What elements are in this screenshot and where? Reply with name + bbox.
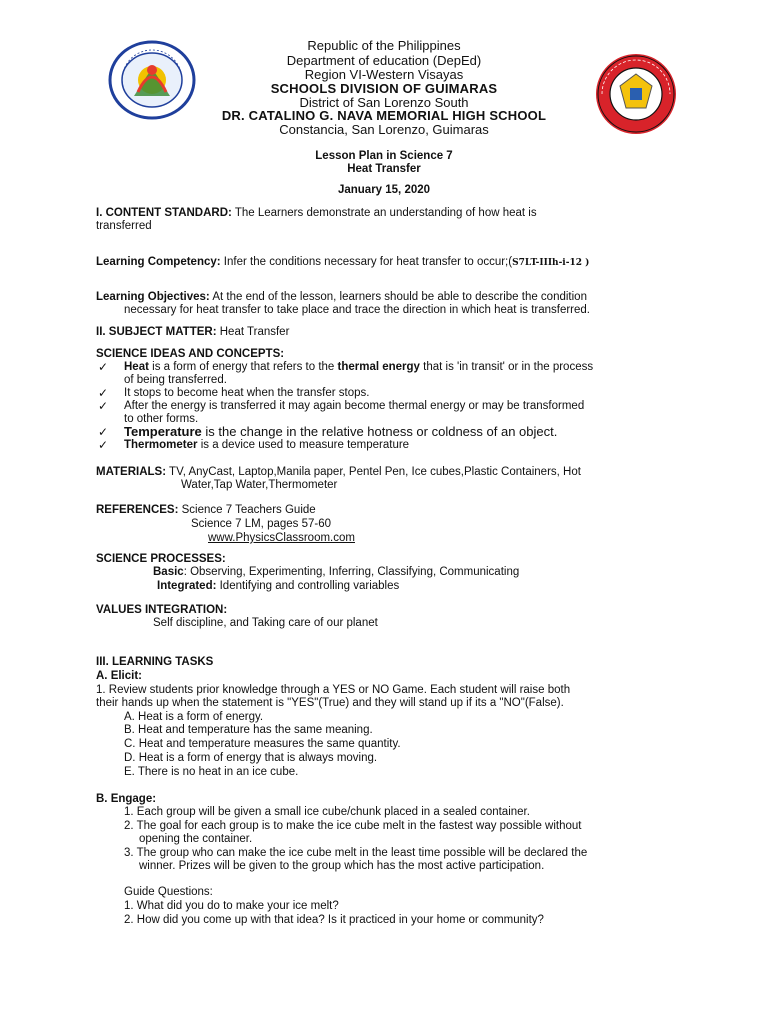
checkmark-icon: ✓ (98, 360, 109, 374)
idea-heat-text2: that is 'in transit' or in the process (419, 361, 594, 373)
elicit-instruction: 1. Review students prior knowledge through a YES or NO Game. Each student will raise both (96, 684, 571, 696)
engage-item-1: 1. Each group will be given a small ice cube/chunk placed in a sealed container. (124, 806, 530, 818)
lesson-date: January 15, 2020 (337, 184, 431, 196)
idea-temperature (124, 425, 557, 438)
engage-heading: B. Engage: (96, 793, 157, 805)
header-district: District of San Lorenzo South (299, 95, 469, 110)
learning-competency (96, 256, 589, 270)
materials-cont: Water,Tap Water,Thermometer (181, 479, 338, 491)
elicit-item-a: A. Heat is a form of energy. (124, 711, 264, 723)
processes-heading: SCIENCE PROCESSES: (96, 553, 226, 565)
header-school: DR. CATALINO G. NAVA MEMORIAL HIGH SCHOOL (221, 108, 547, 123)
header-address: Constancia, San Lorenzo, Guimaras (279, 122, 489, 137)
reference-2: Science 7 LM, pages 57-60 (191, 518, 332, 530)
learning-objectives (96, 291, 587, 304)
reference-3[interactable] (208, 532, 355, 545)
elicit-instruction-cont: their hands up when the statement is "YES"(True) and they will stand up if its a "NO"(False). (96, 697, 564, 709)
idea-thermometer (124, 439, 409, 452)
idea-thermometer-term: Thermometer (124, 439, 198, 451)
references (96, 504, 316, 517)
objectives-cont: necessary for heat transfer to take place and trace the direction in which heat is transferred. (124, 304, 590, 316)
checkmark-icon: ✓ (98, 399, 109, 413)
processes-integrated (157, 580, 399, 593)
objectives-text: At the end of the lesson, learners should be able to describe the condition (209, 291, 587, 303)
integrated-text: Identifying and controlling variables (216, 580, 400, 592)
competency-close: ) (581, 258, 590, 268)
reference-1: Science 7 Teachers Guide (178, 504, 316, 516)
objectives-label: Learning Objectives: (96, 291, 210, 303)
reference-link[interactable]: www.PhysicsClassroom.com (208, 532, 355, 544)
integrated-label: Integrated: (157, 580, 217, 592)
elicit-item-c: C. Heat and temperature measures the same quantity. (124, 738, 401, 750)
checkmark-icon: ✓ (98, 425, 109, 439)
idea-temperature-term: Temperature (124, 424, 202, 439)
competency-text: Infer the conditions necessary for heat transfer to occur;( (220, 256, 513, 268)
idea-heat-text: is a form of energy that refers to the (148, 361, 338, 373)
elicit-item-b: B. Heat and temperature has the same meaning. (124, 724, 373, 736)
lesson-topic: Heat Transfer (347, 163, 421, 175)
engage-item-3: 3. The group who can make the ice cube melt in the least time possible will be declared the (124, 847, 588, 859)
engage-item-2-cont: opening the container. (139, 833, 253, 845)
idea-heat-term: Heat (124, 361, 149, 373)
values-text: Self discipline, and Taking care of our planet (153, 617, 378, 629)
content-standard-text: The Learners demonstrate an understanding of how heat is (231, 207, 537, 219)
basic-text: : Observing, Experimenting, Inferring, Classifying, Communicating (183, 566, 520, 578)
elicit-item-d: D. Heat is a form of energy that is always moving. (124, 752, 378, 764)
basic-label: Basic (153, 566, 184, 578)
competency-code: S7LT-IIIh-i-12 (512, 258, 582, 268)
lesson-title: Lesson Plan in Science 7 (315, 150, 453, 162)
subject-text: Heat Transfer (216, 326, 290, 338)
idea-thermometer-text: is a device used to measure temperature (197, 439, 410, 451)
engage-item-2: 2. The goal for each group is to make the ice cube melt in the fastest way possible without (124, 820, 582, 832)
idea-heat (124, 361, 593, 374)
processes-basic (153, 566, 519, 579)
elicit-item-e: E. There is no heat in an ice cube. (124, 766, 299, 778)
engage-item-3-cont: winner. Prizes will be given to the group which has the most active participation. (139, 860, 545, 872)
elicit-heading: A. Elicit: (96, 670, 143, 682)
header-republic: Republic of the Philippines (307, 38, 461, 53)
ideas-heading: SCIENCE IDEAS AND CONCEPTS: (96, 348, 285, 360)
guide-questions-heading: Guide Questions: (124, 886, 213, 898)
competency-label: Learning Competency: (96, 256, 221, 268)
tasks-heading: III. LEARNING TASKS (96, 656, 214, 668)
materials-text: TV, AnyCast, Laptop,Manila paper, Pentel Pen, Ice cubes,Plastic Containers, Hot (166, 466, 581, 478)
idea-heat-cont: of being transferred. (124, 374, 227, 386)
idea-transform: After the energy is transferred it may again become thermal energy or may be transformed (124, 400, 585, 412)
subject-matter (96, 326, 289, 339)
content-standard-label: I. CONTENT STANDARD: (96, 207, 232, 219)
idea-stops: It stops to become heat when the transfer stops. (124, 387, 370, 399)
subject-label: II. SUBJECT MATTER: (96, 326, 217, 338)
idea-transform-cont: to other forms. (124, 413, 199, 425)
content-standard-cont: transferred (96, 220, 152, 232)
header-department: Department of education (DepEd) (286, 53, 482, 68)
header-region: Region VI-Western Visayas (304, 67, 464, 82)
guide-question-1: 1. What did you do to make your ice melt? (124, 900, 339, 912)
checkmark-icon: ✓ (98, 438, 109, 452)
checkmark-icon: ✓ (98, 386, 109, 400)
materials-label: MATERIALS: (96, 466, 167, 478)
references-label: REFERENCES: (96, 504, 179, 516)
idea-thermal-term: thermal energy (337, 361, 420, 373)
header-division: SCHOOLS DIVISION OF GUIMARAS (270, 81, 498, 96)
guide-question-2: 2. How did you come up with that idea? Is it practiced in your home or community? (124, 914, 544, 926)
values-heading: VALUES INTEGRATION: (96, 604, 228, 616)
idea-temperature-text: is the change in the relative hotness or coldness of an object. (201, 424, 558, 439)
content-standard (96, 207, 537, 220)
materials (96, 466, 581, 479)
